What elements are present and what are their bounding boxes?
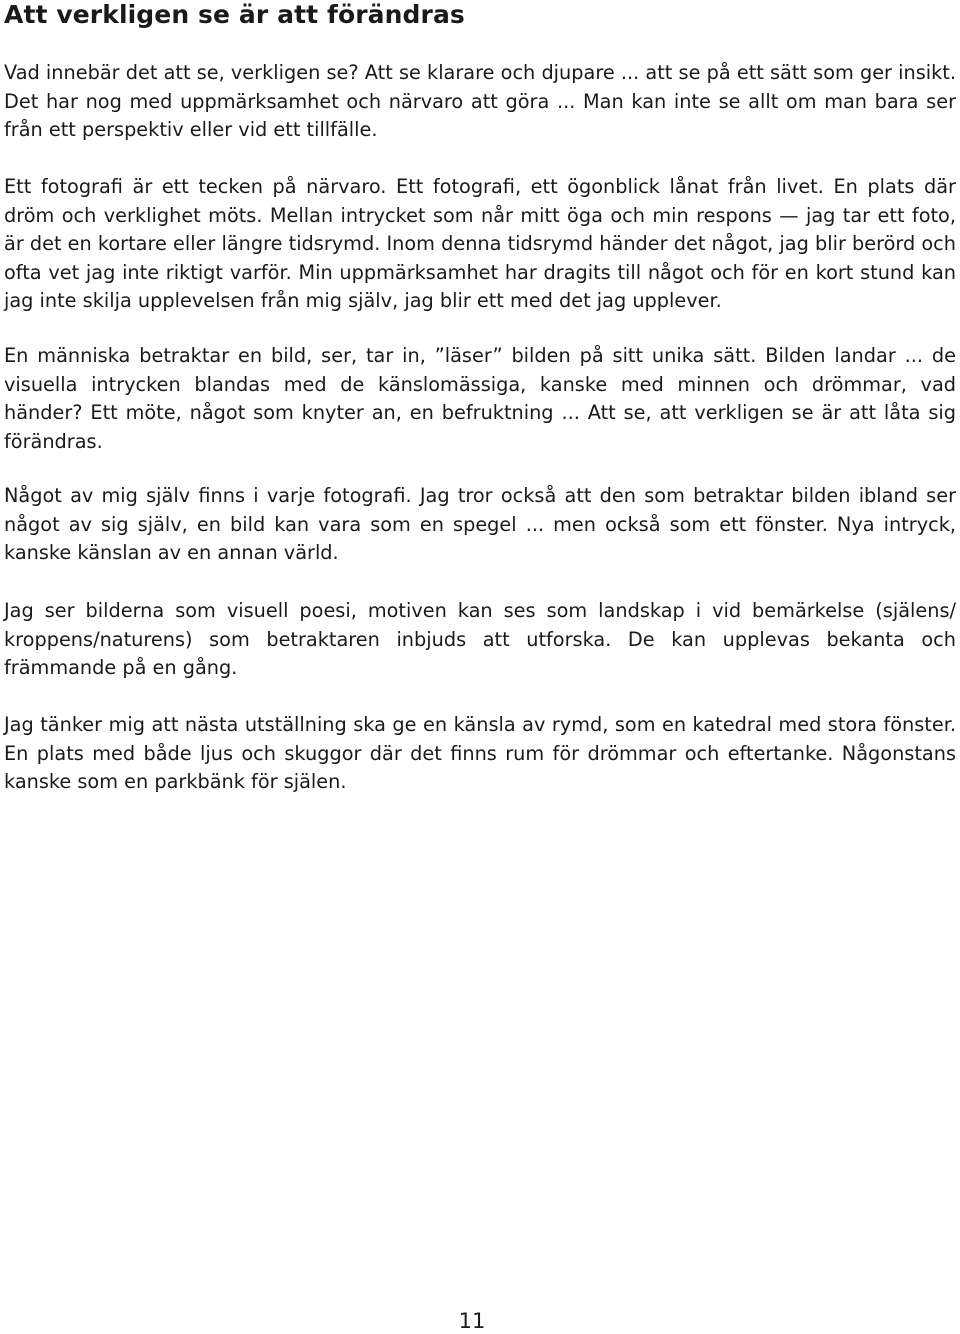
page-number: 11	[458, 1309, 486, 1333]
paragraph-4: Något av mig själv finns i varje fotografi. Jag tror också att den som betraktar bilden ibland ser något av sig själv, en bild kan vara som en spegel ... men också som ett fönster. Nya intryck, kanske känslan av en annan värld.	[4, 484, 956, 565]
paragraph-1: Vad innebär det att se, verkligen se? Att se klarare och djupare ... att se på ett sätt som ger insikt. Det har nog med uppmärksamhet och närvaro att göra ... Man kan inte se allt om man bara ser från ett perspektiv eller vid ett tillfälle.	[4, 61, 956, 142]
paragraph-5: Jag ser bilderna som visuell poesi, motiven kan ses som landskap i vid bemärkelse (själens/ kroppens/naturens) som betraktaren inbjuds att utforska. De kan upplevas bekanta och främmande på en gång.	[4, 599, 956, 680]
page-title: Att verkligen se är att förändras	[4, 0, 465, 29]
paragraph-3: En människa betraktar en bild, ser, tar in, ”läser” bilden på sitt unika sätt. Bilden landar ... de visuella intrycken blandas med de känslomässiga, kanske med minnen och drömmar, vad händer? Ett möte, något som knyter an, en befruktning ... Att se, att verkligen se är att låta sig förändras.	[4, 344, 956, 453]
paragraph-6: Jag tänker mig att nästa utställning ska ge en känsla av rymd, som en katedral med stora fönster. En plats med både ljus och skuggor där det finns rum för drömmar och eftertanke. Någonstans kanske som en parkbänk för själen.	[4, 713, 956, 794]
paragraph-2: Ett fotografi är ett tecken på närvaro. Ett fotografi, ett ögonblick lånat från livet. En plats där dröm och verklighet möts. Mellan intrycket som når mitt öga och min respons — jag tar ett foto, är det en kortare eller längre tidsrymd. Inom denna tidsrymd händer det något, jag blir berörd och ofta vet jag inte riktigt varför. Min uppmärksamhet har dragits till något och för en kort stund kan jag inte skilja upplevelsen från mig själv, jag blir ett med det jag upplever.	[4, 175, 956, 313]
